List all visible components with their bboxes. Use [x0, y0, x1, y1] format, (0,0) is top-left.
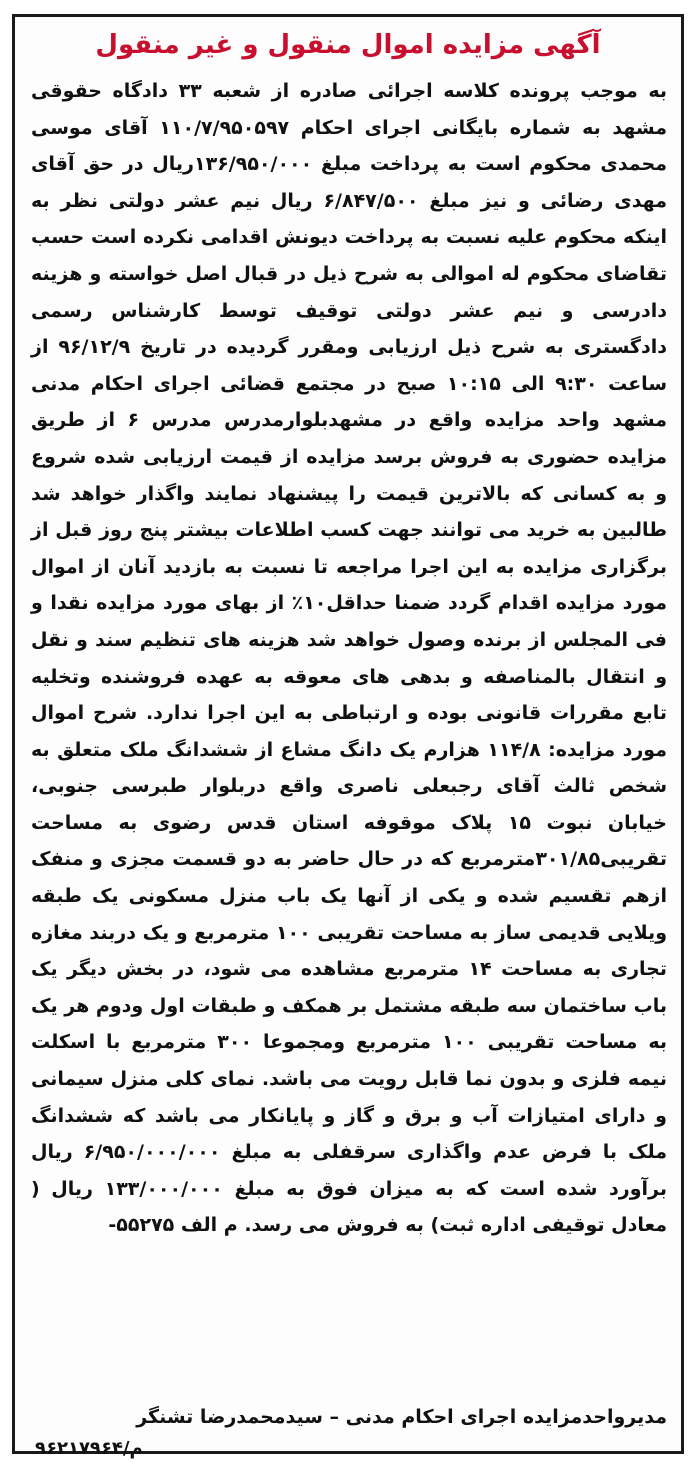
notice-reference-number: م/۹۶۲۱۷۹۶۴: [35, 1438, 143, 1459]
notice-body: [31, 73, 667, 1244]
notice-body-text: به موجب پرونده کلاسه اجرائی صادره از شعبه ۳۳ دادگاه حقوقی مشهد به شماره بایگانی اجرای احکام ۱۱۰/۷/۹۵۰۵۹۷ آقای موسی محمدی محکوم است به پرداخت مبلغ ۱۳۶/۹۵۰/۰۰۰ریال در حق آقای مهدی رضائی و نیز مبلغ ۶/۸۴۷/۵۰۰ ریال نیم عشر دولتی نظر به اینکه محکوم علیه نسبت به پرداخت دیونش اقدامی نکرده است حسب تقاضای محکوم له اموالی به شرح ذیل در قبال اصل خواسته و هزینه دادرسی و نیم عشر دولتی توقیف توسط کارشناس رسمی دادگستری به شرح ذیل ارزیابی ومقرر گردیده در تاریخ ۹۶/۱۲/۹ از ساعت ۹:۳۰ الی ۱۰:۱۵ صبح در مجتمع قضائی اجرای احکام مدنی مشهد واحد مزایده واقع در مشهدبلوارمدرس مدرس ۶ از طریق مزایده حضوری به فروش برسد مزایده از قیمت ارزیابی شده شروع و به کسانی که بالاترین قیمت را پیشنهاد نمایند واگذار خواهد شد طالبین به خرید می توانند جهت کسب اطلاعات بیشتر پنج روز قبل از برگزاری مزایده به این اجرا مراجعه تا نسبت به بازدید آنان از اموال مورد مزایده اقدام گردد ضمنا حداقل۱۰٪ از بهای مورد مزایده نقدا و فی المجلس از برنده وصول خواهد شد هزینه های تنظیم سند و نقل و انتقال بالمناصفه و بدهی های معوقه به عهده فروشنده وتخلیه تابع مقررات قانونی بوده و ارتباطی به این اجرا ندارد. شرح اموال مورد مزایده: ۱۱۴/۸ هزارم یک دانگ مشاع از ششدانگ ملک متعلق به شخص ثالث آقای رجبعلی ناصری واقع دربلوار طبرسی جنوبی، خیابان نبوت ۱۵ پلاک موقوفه استان قدس رضوی به مساحت تقریبی۳۰۱/۸۵مترمربع که در حال حاضر به دو قسمت مجزی و منفک ازهم تقسیم شده و یکی از آنها یک باب منزل مسکونی یک طبقه ویلایی قدیمی ساز به مساحت تقریبی ۱۰۰ مترمربع و یک دربند مغازه تجاری به مساحت ۱۴ مترمربع مشاهده می شود، در بخش دیگر یک باب ساختمان سه طبقه مشتمل بر همکف و طبقات اول ودوم هر یک به مساحت تقریبی ۱۰۰ مترمربع ومجموعا ۳۰۰ مترمربع با اسکلت نیمه فلزی و بدون نما قابل رویت می باشد. نمای کلی منزل سیمانی و دارای امتیازات آب و برق و گاز و پایانکار می باشد که ششدانگ ملک با فرض عدم واگذاری سرقفلی به مبلغ ۶/۹۵۰/۰۰۰/۰۰۰ ریال برآورد شده است که به میزان فوق به مبلغ ۱۳۳/۰۰۰/۰۰۰ ریال ( معادل توقیفی اداره ثبت) به فروش می رسد. م الف ۵۵۲۷۵-: [31, 80, 668, 1237]
notice-signature: مدیرواحدمزایده اجرای احکام مدنی – سیدمحمدرضا تشنگر: [136, 1406, 667, 1428]
notice-title: آگهی مزایده اموال منقول و غیر منقول: [95, 30, 601, 60]
auction-notice: [12, 14, 684, 1459]
